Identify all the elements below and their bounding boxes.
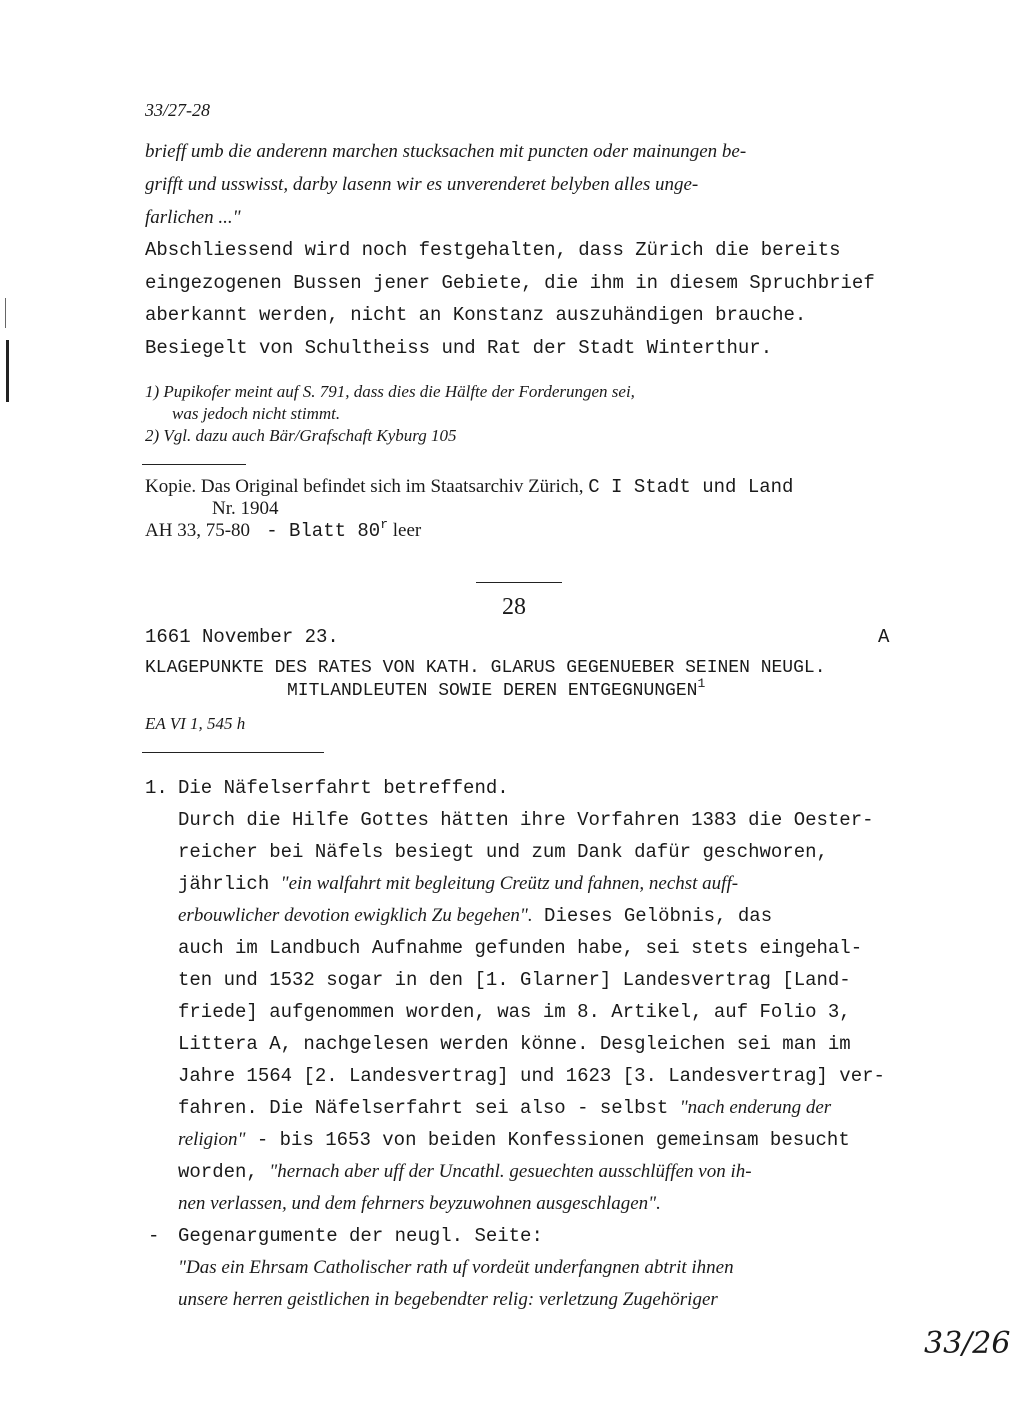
binder-mark <box>5 298 6 328</box>
archive-note-line: Kopie. Das Original befindet sich im Staatsarchiv Zürich, C I Stadt und Land <box>145 476 794 498</box>
entry-number-rule <box>476 582 562 583</box>
entry-reference: EA VI 1, 545 h <box>145 714 246 733</box>
summary-line: Abschliessend wird noch festgehalten, dass Zürich die bereits <box>145 239 841 261</box>
body-line: Jahre 1564 [2. Landesvertrag] und 1623 [3. Landesvertrag] ver- <box>178 1065 885 1087</box>
entry-title-line1: KLAGEPUNKTE DES RATES VON KATH. GLARUS GEGENUEBER SEINEN NEUGL. <box>145 658 826 678</box>
body-line: Littera A, nachgelesen werden könne. Desgleichen sei man im <box>178 1033 851 1055</box>
footnote-2: 2) Vgl. dazu auch Bär/Grafschaft Kyburg 105 <box>145 426 457 445</box>
quote-line: grifft und usswisst, darby lasenn wir es unverenderet belyben alles unge- <box>145 174 699 195</box>
footnote-1-cont: was jedoch nicht stimmt. <box>172 404 341 423</box>
counter-quote-line: "Das ein Ehrsam Catholischer rath uf vordeüt underfangnen abtrit ihnen <box>178 1257 734 1278</box>
quote-line: brieff umb die anderenn marchen stucksachen mit puncten oder mainungen be- <box>145 141 747 162</box>
body-line: nen verlassen, und dem fehrners beyzuwohnen ausgeschlagen". <box>178 1193 661 1214</box>
body-line: friede] aufgenommen worden, was im 8. Artikel, auf Folio 3, <box>178 1001 851 1023</box>
counter-heading: Gegenargumente der neugl. Seite: <box>178 1225 543 1247</box>
body-line: worden, "hernach aber uff der Uncathl. gesuechten ausschlüffen von ih- <box>178 1161 752 1183</box>
handwritten-folio-number: 33/26 <box>924 1326 1010 1361</box>
body-line: erbouwlicher devotion ewigklich Zu begehen". Dieses Gelöbnis, das <box>178 905 773 927</box>
footnote-1: 1) Pupikofer meint auf S. 791, dass dies die Hälfte der Forderungen sei, <box>145 382 635 401</box>
counter-dash: - <box>148 1225 160 1247</box>
body-line: fahren. Die Näfelserfahrt sei also - selbst "nach enderung der <box>178 1097 832 1119</box>
quote-line: farlichen ..." <box>145 207 241 228</box>
counter-quote-line: unsere herren geistlichen in begebendter relig: verletzung Zugehöriger <box>178 1289 718 1310</box>
archive-note-ah: AH 33, 75-80 - Blatt 80$^r$ leer <box>145 517 422 542</box>
entry-date: 1661 November 23. <box>145 626 339 648</box>
summary-line: aberkannt werden, nicht an Konstanz auszuhändigen brauche. <box>145 304 807 326</box>
body-line: auch im Landbuch Aufnahme gefunden habe, sei stets eingehal- <box>178 937 863 959</box>
body-line: jährlich "ein walfahrt mit begleitung Creütz und fahnen, nechst auff- <box>178 873 739 895</box>
entry-title-line2: MITLANDLEUTEN SOWIE DEREN ENTGEGNUNGEN$^1$ <box>287 676 706 701</box>
body-line: religion" - bis 1653 von beiden Konfessionen gemeinsam besucht <box>178 1129 850 1151</box>
point-number: 1. <box>145 777 168 799</box>
divider <box>142 464 246 465</box>
entry-letter: A <box>878 626 890 648</box>
entry-number: 28 <box>502 594 526 620</box>
divider <box>142 752 324 753</box>
body-line: ten und 1532 sogar in den [1. Glarner] Landesvertrag [Land- <box>178 969 851 991</box>
page-reference: 33/27-28 <box>145 100 210 120</box>
body-line: Durch die Hilfe Gottes hätten ihre Vorfahren 1383 die Oester- <box>178 809 874 831</box>
body-line: reicher bei Näfels besiegt und zum Dank dafür geschworen, <box>178 841 828 863</box>
summary-line: eingezogenen Bussen jener Gebiete, die ihm in diesem Spruchbrief <box>145 272 875 294</box>
summary-line: Besiegelt von Schultheiss und Rat der Stadt Winterthur. <box>145 337 773 359</box>
archive-note-number: Nr. 1904 <box>212 498 279 519</box>
binder-mark <box>6 340 9 402</box>
point-heading: Die Näfelserfahrt betreffend. <box>178 777 509 799</box>
